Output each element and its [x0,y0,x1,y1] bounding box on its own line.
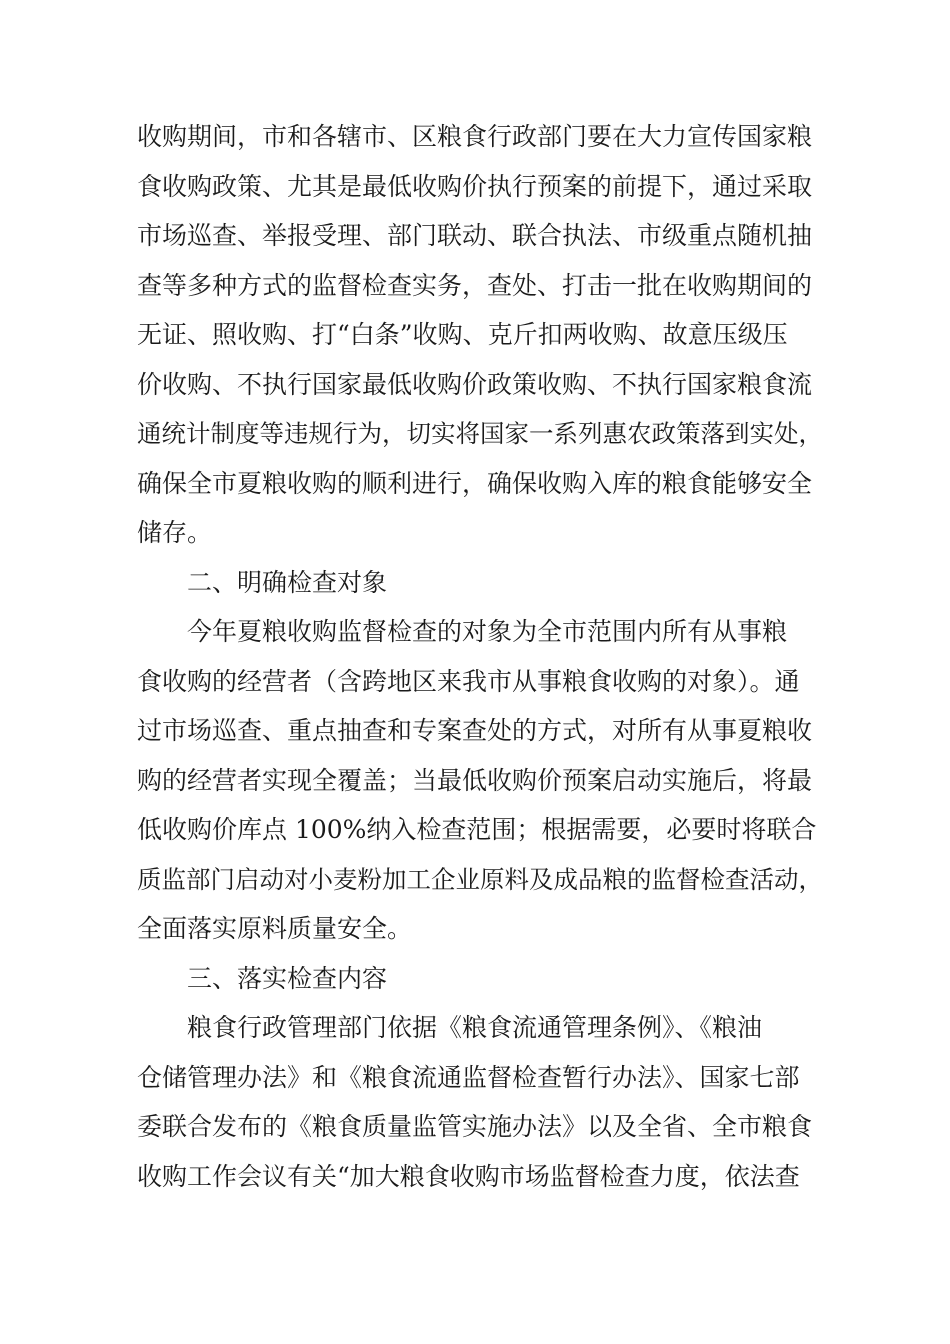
paragraph-start: 今年夏粮收购监督检查的对象为全市范围内所有从事粮 [187,617,788,646]
section-heading-3: 三、落实检查内容 [187,963,388,993]
text-line: 购的经营者实现全覆盖；当最低收购价预案启动实施后，将最 [137,765,813,795]
text-line: 确保全市夏粮收购的顺利进行，确保收购入库的粮食能够安全 [137,468,813,498]
text-line: 低收购价库点 100%纳入检查范围；根据需要，必要时将联合 [137,815,817,844]
text-line: 收购期间，市和各辖市、区粮食行政部门要在大力宣传国家粮 [137,122,813,151]
text-line: 价收购、不执行国家最低收购价政策收购、不执行国家粮食流 [137,369,813,399]
text-line: 全面落实原料质量安全。 [137,914,413,943]
text-line: 收购工作会议有关“加大粮食收购市场监督检查力度，依法查 [137,1161,800,1191]
section-heading-2: 二、明确检查对象 [187,567,388,597]
text-line: 委联合发布的《粮食质量监管实施办法》以及全省、全市粮食 [137,1112,813,1141]
text-line: 储存。 [137,518,213,547]
text-line: 过市场巡查、重点抽查和专案查处的方式，对所有从事夏粮收 [137,716,813,745]
text-line: 通统计制度等违规行为，切实将国家一系列惠农政策落到实处， [137,419,823,448]
paragraph-start: 粮食行政管理部门依据《粮食流通管理条例》、《粮油 [187,1013,763,1042]
text-line: 市场巡查、举报受理、部门联动、联合执法、市级重点随机抽 [137,221,813,250]
text-line: 无证、照收购、打“白条”收购、克斤扣两收购、故意压级压 [137,320,788,349]
text-line: 质监部门启动对小麦粉加工企业原料及成品粮的监督检查活动， [137,864,823,894]
text-line: 食收购的经营者（含跨地区来我市从事粮食收购的对象）。通 [137,666,800,696]
text-line: 食收购政策、尤其是最低收购价执行预案的前提下，通过采取 [137,171,813,201]
text-line: 仓储管理办法》和《粮食流通监督检查暂行办法》、国家七部 [137,1062,800,1092]
document-body [137,112,827,1201]
text-line: 查等多种方式的监督检查实务，查处、打击一批在收购期间的 [137,270,813,300]
